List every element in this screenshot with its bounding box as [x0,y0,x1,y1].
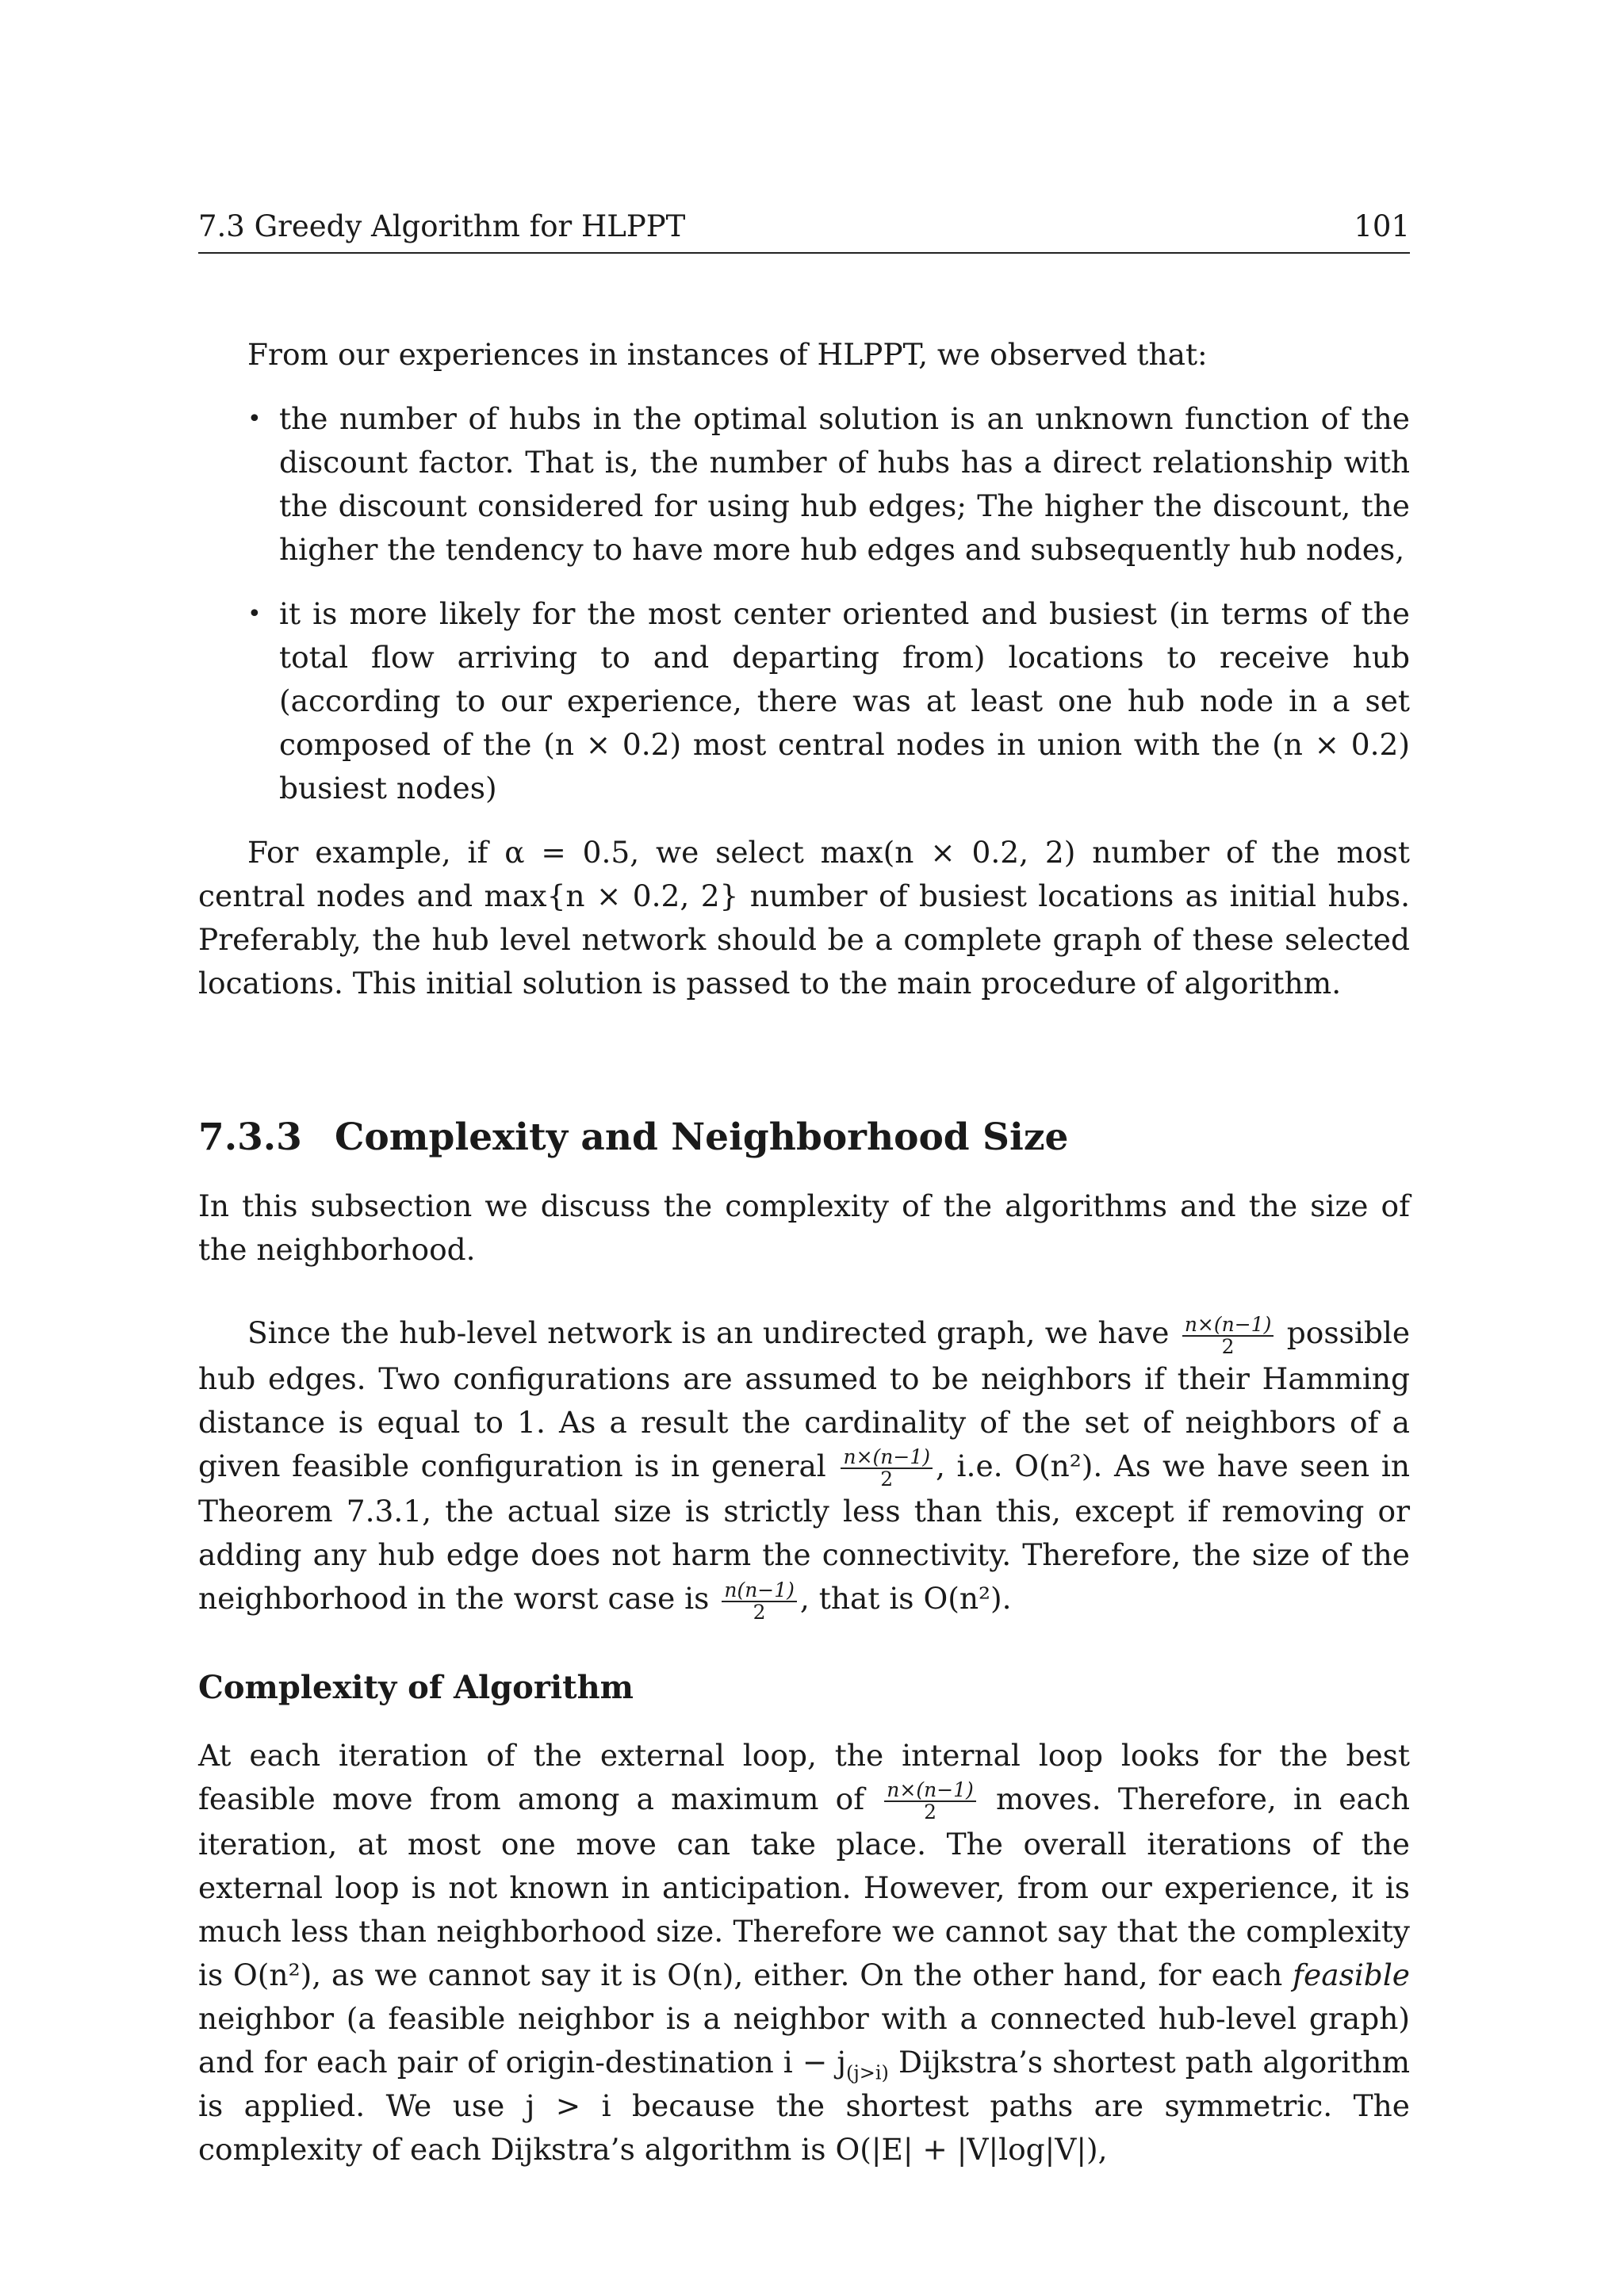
complexity-paragraph [198,1734,1410,2172]
subsection-heading: Complexity of Algorithm [198,1668,634,1706]
fraction-denominator: 2 [880,1468,894,1490]
section-intro-paragraph: In this subsection we discuss the complexity of the algorithms and the size of the neighborhood. [198,1188,1410,1267]
list-item [198,592,1410,810]
bullet-icon: • [247,405,262,433]
header-title: 7.3 Greedy Algorithm for HLPPT [198,209,686,243]
bullet-icon: • [247,600,262,628]
text-run: Since the hub-level network is an undirected graph, we have [247,1315,1170,1350]
fraction [884,1780,976,1823]
text-run: Dijkstra’s shortest path algorithm is applied. We use j > i because the shortest paths are symmetric. The complexity of each Dijkstra’s algorithm is O(|E| + |V|log|V|), [198,2045,1410,2167]
subscript: (j>i) [845,2061,889,2084]
text-run: neighbor (a feasible neighbor is a neighbor with a connected hub-level graph) and for each pair of origin-destination i − j [198,2001,1410,2080]
text-run: possible hub edges. Two configurations are assumed to be neighbors if their Hamming distance is equal to 1. As a result the cardinality of the set of neighbors of a given feasible configuration is in general [198,1315,1411,1483]
example-paragraph: For example, if α = 0.5, we select max(n × 0.2, 2) number of the most central nodes and max{n × 0.2, 2} number of busiest locations as initial hubs. Preferably, the hub level network should be a complete graph of these selected locations. This initial solution is passed to the main procedure of algorithm. [198,835,1410,1001]
observation-list [198,397,1410,810]
text-run: , i.e. O(n²). As we have seen in Theorem 7.3.1, the actual size is strictly less than this, except if removing or adding any hub edge does not harm the connectivity. Therefore, the size of the neighborhood in the worst case is [198,1448,1410,1616]
fraction-denominator: 2 [924,1800,936,1823]
text-run: , that is O(n²). [799,1581,1012,1616]
fraction-numerator: n×(n−1) [884,1780,976,1802]
text-run: At each iteration of the external loop, the internal loop looks for the best feasible move from among a maximum of [198,1737,1410,1816]
section-heading [198,1110,1410,1165]
neighborhood-paragraph [198,1311,1410,1623]
running-header [198,208,1410,254]
fraction-numerator: n(n−1) [722,1580,797,1602]
fraction-numerator: n×(n−1) [1182,1314,1274,1337]
text-run: moves. Therefore, in each iteration, at most one move can take place. The overall iterations of the external loop is not known in anticipation. However, from our experience, it is much less than neighborhood size. Therefore we cannot say that the complexity is O(n²), as we cannot say it is O(n), either. On the other hand, for each [198,1781,1410,1992]
fraction-denominator: 2 [1221,1334,1235,1358]
fraction [841,1447,933,1490]
list-item-text: the number of hubs in the optimal solution is an unknown function of the discount factor. That is, the number of hubs has a direct relationship with the discount considered for using hub edges; The higher the discount, the higher the tendency to have more hub edges and subsequently hub nodes, [279,401,1410,567]
fraction [1182,1314,1274,1357]
list-item [198,397,1410,572]
fraction-numerator: n×(n−1) [841,1447,933,1469]
fraction [722,1580,797,1623]
emphasis-text: feasible [1293,1957,1410,1992]
list-item-text: it is more likely for the most center oriented and busiest (in terms of the total flow arriving to and departing from) locations to receive hub (according to our experience, there was at least one hub node in a set composed of the (n × 0.2) most central nodes in union with the (n × 0.2) busiest nodes) [279,596,1410,806]
page-body [198,333,1410,2172]
fraction-denominator: 2 [753,1600,766,1624]
section-title: Complexity and Neighborhood Size [335,1115,1069,1159]
intro-paragraph: From our experiences in instances of HLPPT, we observed that: [247,337,1208,372]
page-number: 101 [1354,209,1410,243]
section-number: 7.3.3 [198,1115,302,1159]
